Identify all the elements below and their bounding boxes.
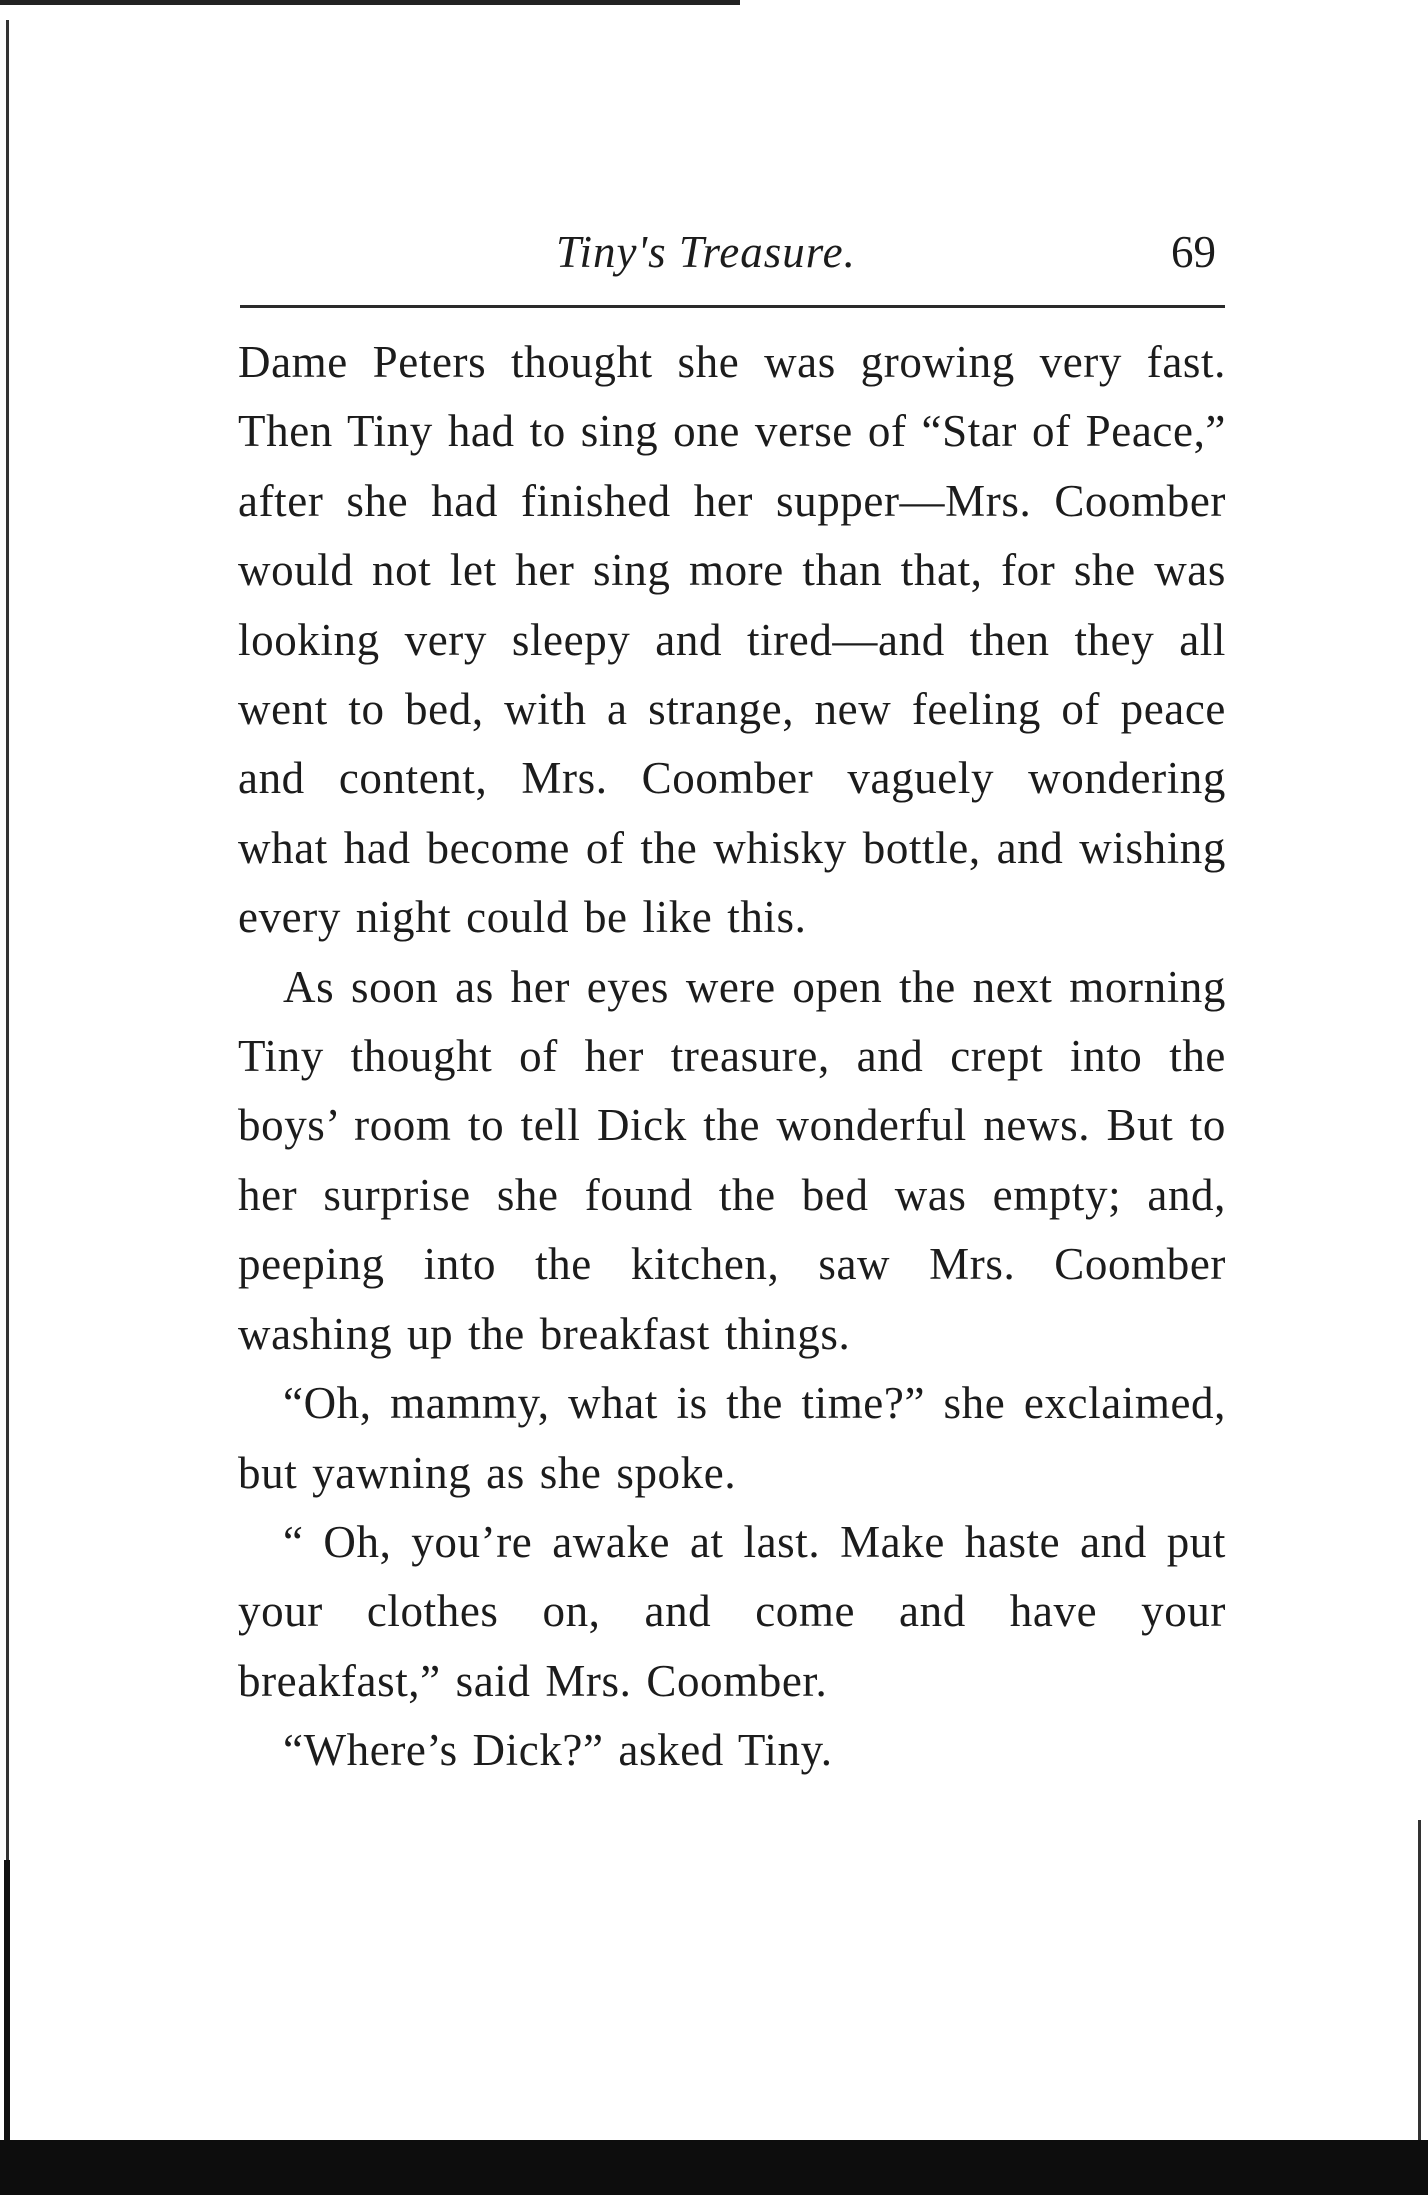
paragraph: “Oh, mammy, what is the time?” she exclaimed, but yawning as she spoke. — [238, 1378, 1226, 1498]
running-head — [238, 218, 1226, 288]
scan-top-edge — [0, 0, 740, 5]
paragraph: As soon as her eyes were open the next morning Tiny thought of her treasure, and crept into the boys’ room to tell Dick the wonderful news. But to her surprise she found the bed was empty; and, peeping into the kitchen, saw Mrs. Coomber washing up the breakfast things. — [238, 961, 1226, 1359]
paragraph: “Where’s Dick?” asked Tiny. — [283, 1725, 833, 1776]
running-head-title: Tiny's Treasure. — [556, 227, 856, 277]
scan-left-edge — [6, 20, 9, 2170]
body-text — [238, 328, 1226, 1786]
paragraph: “ Oh, you’re awake at last. Make haste and put your clothes on, and come and have your breakfast,” said Mrs. Coomber. — [238, 1516, 1226, 1706]
header-rule — [240, 305, 1225, 308]
scan-left-edge-shadow — [4, 1860, 10, 2180]
paragraph: Dame Peters thought she was growing very fast. Then Tiny had to sing one verse of “Star of Peace,” after she had finished her supper—Mrs. Coomber would not let her sing more than that, for she was looking very sleepy and tired—and then they all went to bed, with a strange, new feeling of peace and content, Mrs. Coomber vaguely wondering what had become of the whisky bottle, and wishing every night could be like this. — [238, 337, 1226, 943]
page-number: 69 — [1171, 227, 1216, 277]
scan-bottom-edge — [0, 2140, 1428, 2195]
scan-right-edge — [1418, 1820, 1421, 2180]
